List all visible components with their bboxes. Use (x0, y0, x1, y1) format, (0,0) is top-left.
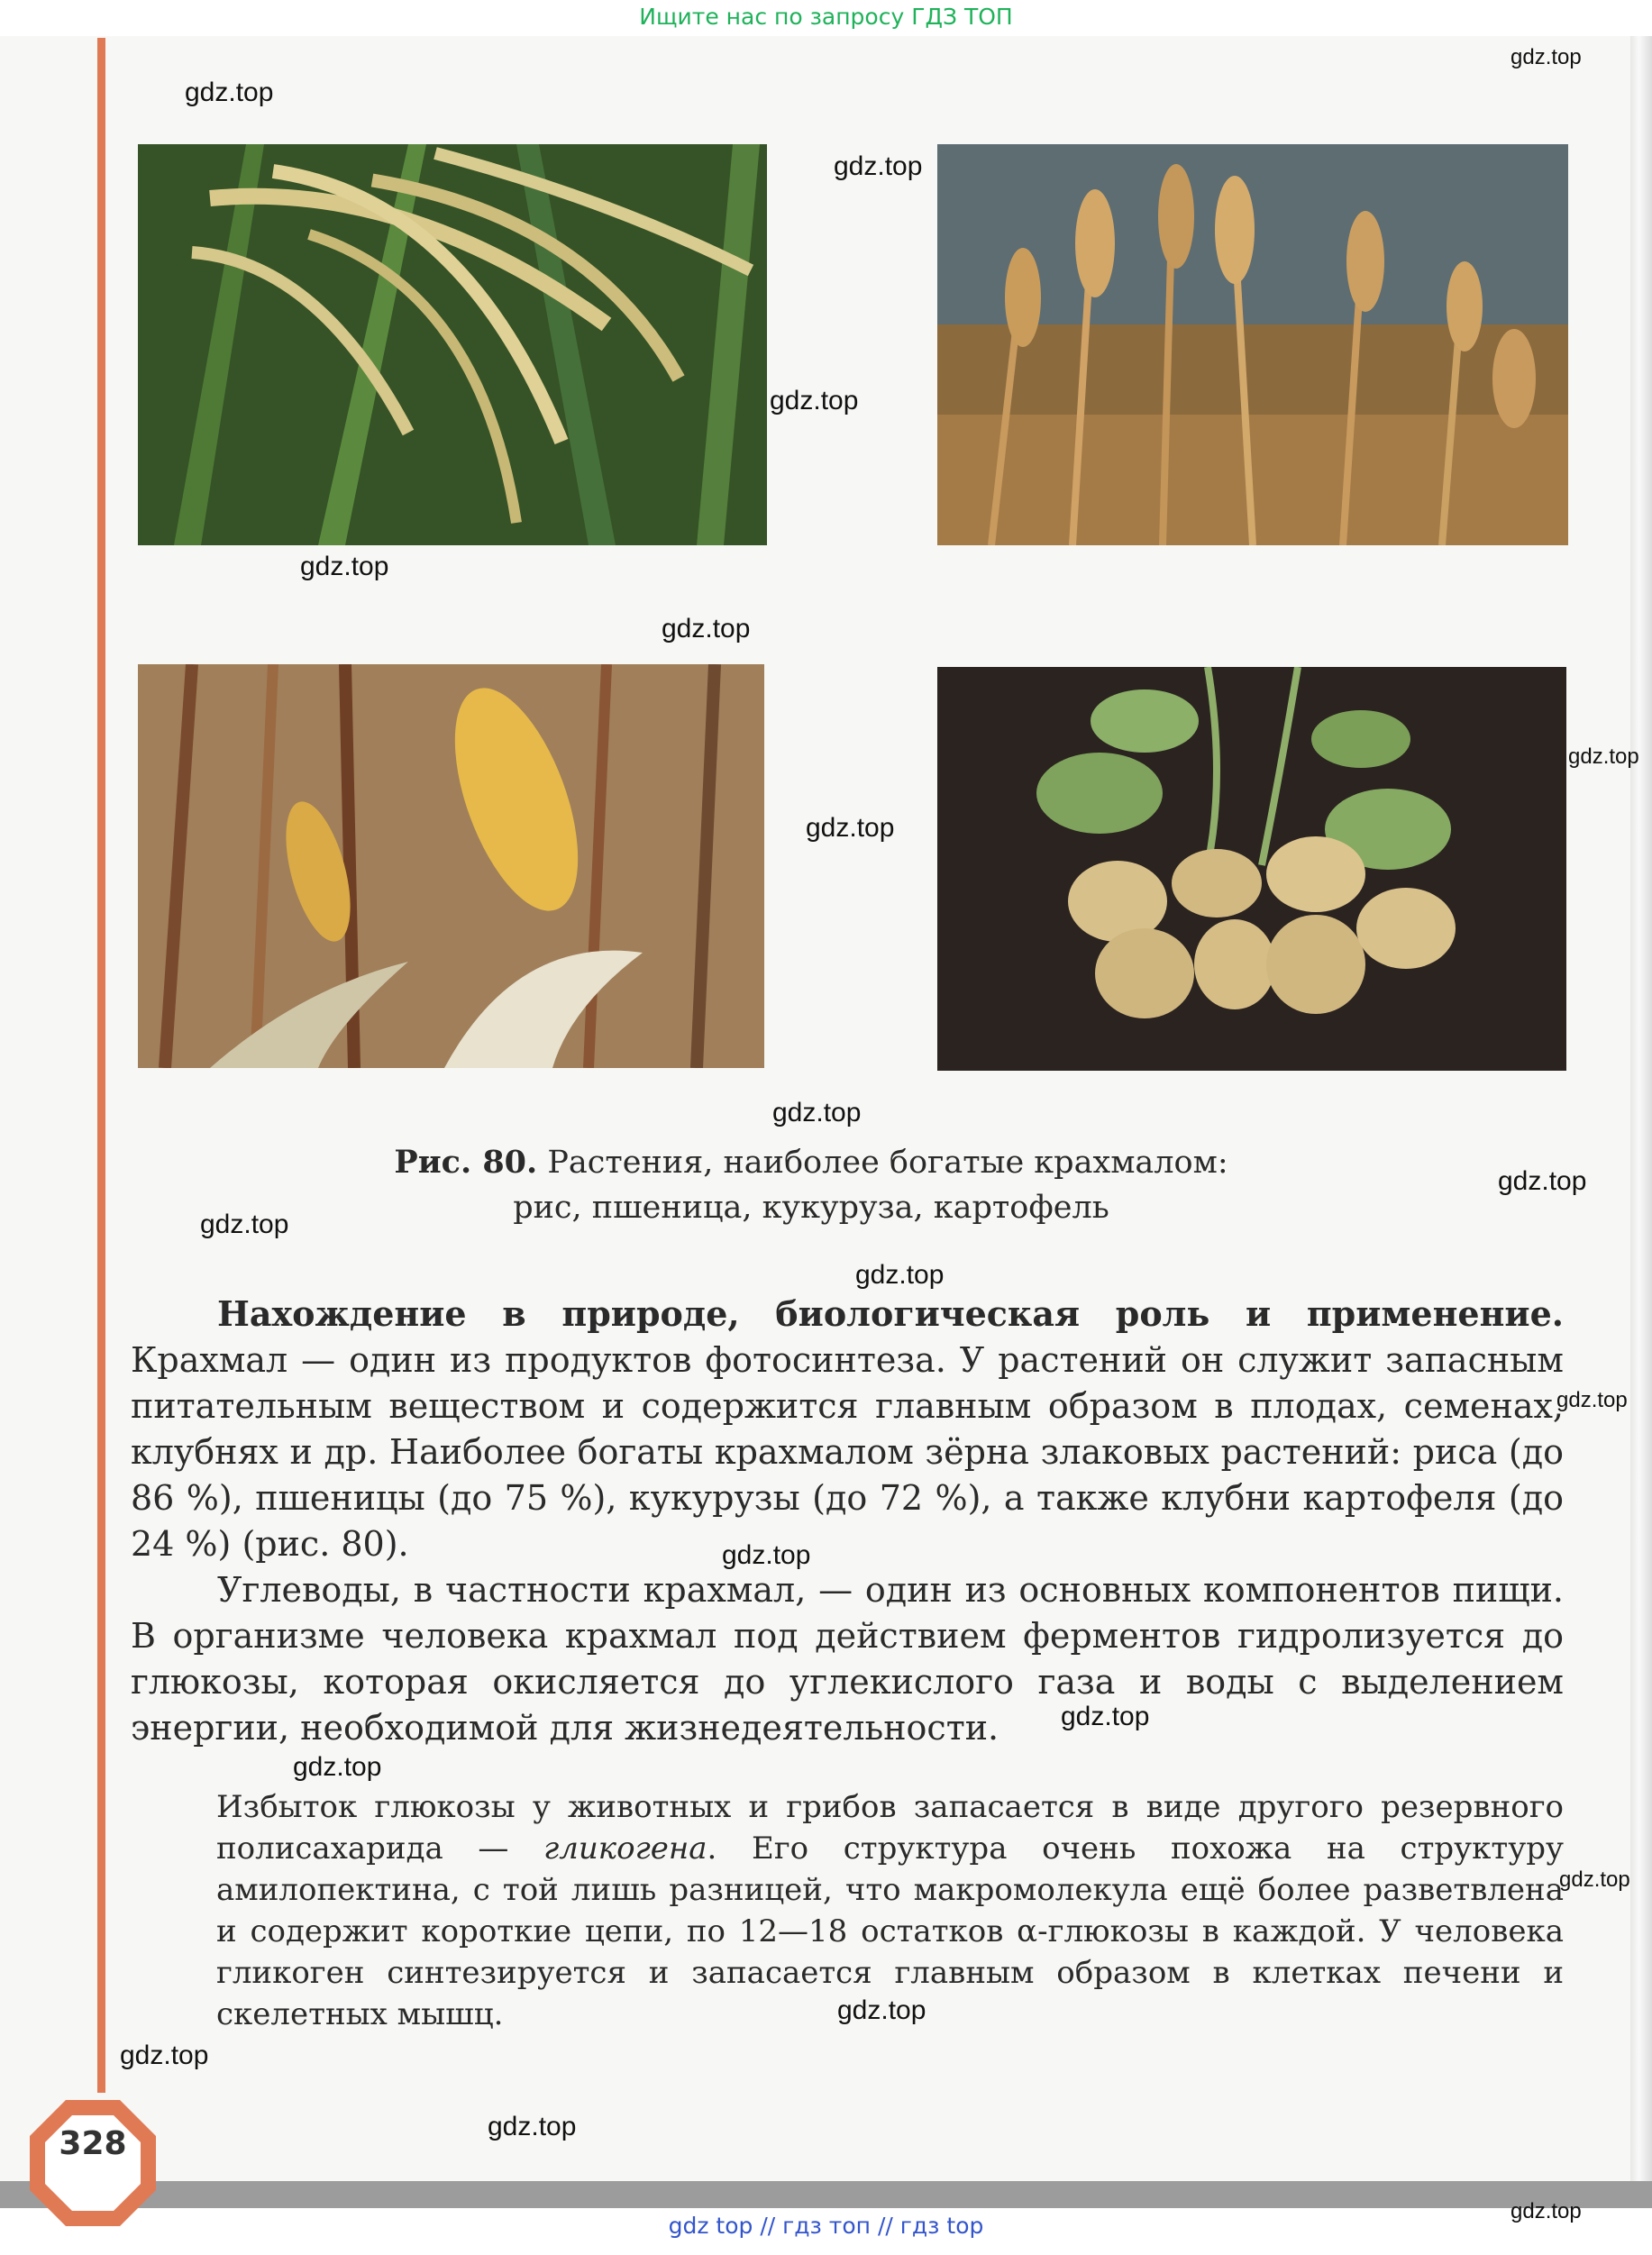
watermark[interactable]: gdz.top (488, 2112, 577, 2141)
paragraph-2: Углеводы, в частности крахмал, — один из основных компонентов пищи. В организме человека крахмал под действием ферментов гидролизуется до глюкозы, которая окисляется до углекислого газа и воды с выделением энергии, необходимой для жизнедеятельности. (131, 1570, 1564, 1748)
paragraph-1 (131, 1291, 1564, 1567)
watermark[interactable]: gdz.top (722, 1540, 811, 1570)
watermark[interactable]: gdz.top (200, 1210, 289, 1239)
watermark[interactable]: gdz.top (1498, 1166, 1587, 1196)
page-number-badge (25, 2095, 160, 2231)
watermark[interactable]: gdz.top (806, 813, 895, 843)
main-text (131, 1291, 1564, 1751)
small-text-part-b: . Его структура очень похожа на структуру амилопектина, с той лишь разницей, что макромолекула ещё более разветвлена и содержит короткие цепи, по 12—18 остатков α-глюкозы в каждой. У человека гликоген синтезируется и запасается главным образом в клетках печени и скелетных мышц. (216, 1830, 1564, 2032)
photo-potato (937, 667, 1566, 1071)
watermark[interactable]: gdz.top (1559, 1867, 1630, 1892)
watermark[interactable]: gdz.top (185, 78, 274, 107)
watermark[interactable]: gdz.top (855, 1260, 945, 1290)
figure-caption (361, 1140, 1262, 1230)
photo-rice (138, 144, 767, 545)
photo-corn (138, 664, 764, 1068)
top-banner[interactable]: Ищите нас по запросу ГДЗ ТОП (639, 4, 1013, 30)
small-text-part-a: Избыток глюкозы у животных и грибов запасается в виде другого резервного полисахарида — (216, 1789, 1564, 1867)
figure-caption-line1: Растения, наиболее богатые крахмалом: (547, 1145, 1228, 1181)
watermark[interactable]: gdz.top (1568, 744, 1639, 769)
watermark[interactable]: gdz.top (1511, 2199, 1582, 2223)
section-heading: Нахождение в природе, биологическая роль и применение. (217, 1293, 1564, 1334)
watermark[interactable]: gdz.top (837, 1995, 926, 2025)
watermark[interactable]: gdz.top (1511, 45, 1582, 69)
watermark[interactable]: gdz.top (293, 1752, 382, 1782)
photo-wheat (937, 144, 1568, 545)
watermark[interactable]: gdz.top (1061, 1702, 1150, 1731)
watermark[interactable]: gdz.top (772, 1098, 862, 1128)
figure-label: Рис. 80. (394, 1144, 538, 1181)
bottom-strip (0, 2181, 1652, 2208)
watermark[interactable]: gdz.top (834, 151, 923, 181)
page-edge (1630, 36, 1652, 2199)
page-number: 328 (59, 2125, 127, 2162)
watermark[interactable]: gdz.top (120, 2040, 209, 2070)
figure-caption-line2: рис, пшеница, кукуруза, картофель (513, 1190, 1109, 1226)
bottom-banner[interactable]: gdz top // гдз топ // гдз top (668, 2213, 984, 2239)
margin-line (97, 38, 105, 2093)
watermark[interactable]: gdz.top (770, 386, 859, 415)
watermark[interactable]: gdz.top (662, 614, 751, 644)
paragraph-1-text: Крахмал — один из продуктов фотосинтеза. У растений он служит запасным питательным веществом и содержится главным образом в плодах, семенах, клубнях и др. Наиболее богаты крахмалом зёрна злаковых растений: риса (до 86 %), пшеницы (до 75 %), кукурузы (до 72 %), а также клубни картофеля (до 24 %) (рис. 80). (131, 1340, 1564, 1564)
glycogen-term: гликогена (543, 1830, 707, 1867)
watermark[interactable]: gdz.top (1556, 1388, 1628, 1412)
watermark[interactable]: gdz.top (300, 552, 389, 581)
